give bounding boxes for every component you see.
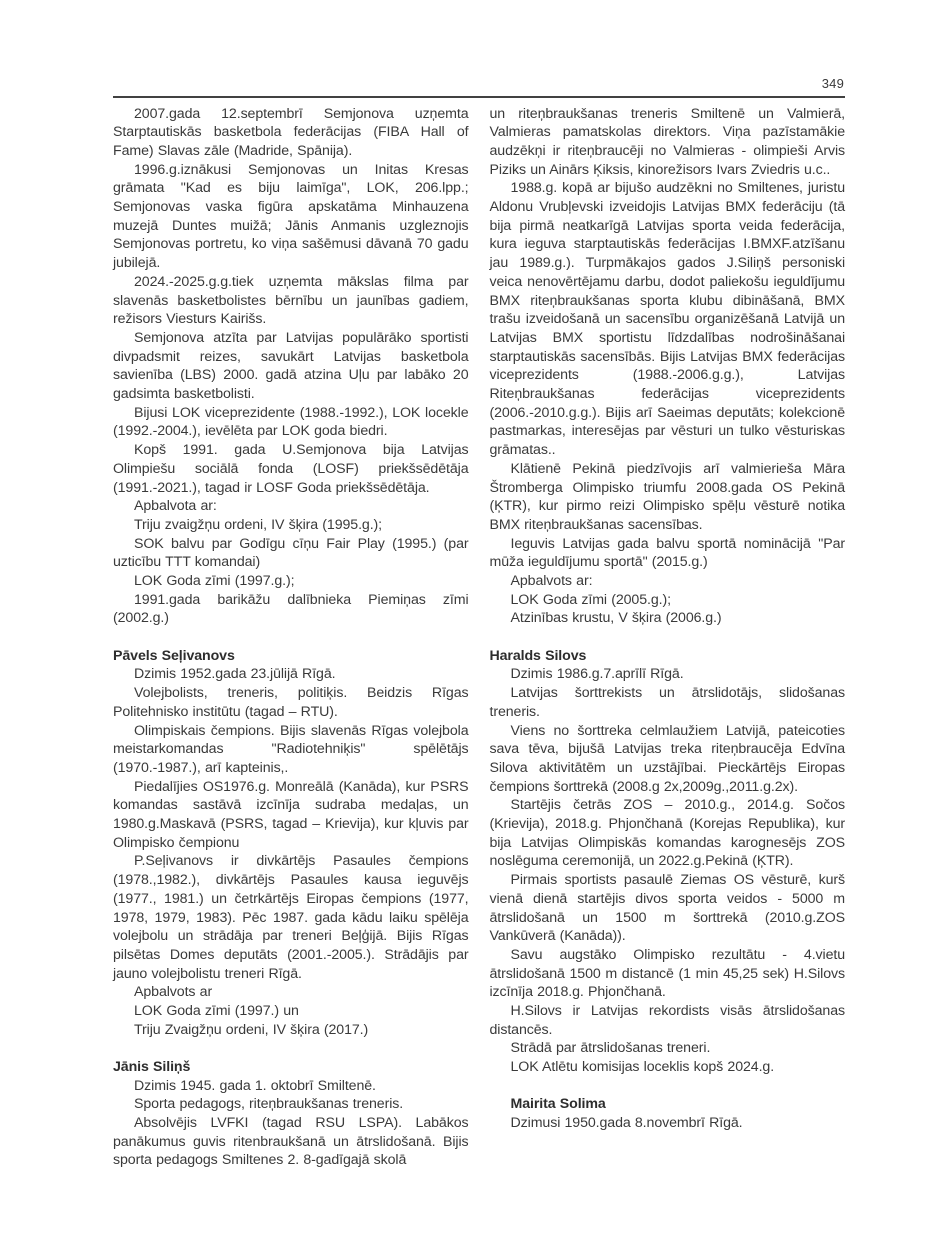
paragraph: LOK Goda zīmi (1997.g.); [134,573,295,590]
paragraph: Strādā par ātrslidošanas treneri. [510,1040,711,1057]
paragraph: Dzimis 1945. gada 1. oktobrī Smiltenē. [134,1077,376,1094]
left-column [113,105,469,1171]
paragraph: Dzimusi 1950.gada 8.novembrī Rīgā. [510,1115,743,1132]
paragraph: Latvijas šorttrekists un ātrslidotājs, slidošanas treneris. [489,685,845,720]
paragraph: Viens no šorttreka celmlaužiem Latvijā, pateicoties sava tēva, bijušā Latvijas treka riteņbraucēja Edvīna Silova aktivitātēm un uzstājībai. Pieckārtējs Eiropas čempions šorttrekā (2008.g 2x,2009g.,2011.g.2x). [489,722,845,795]
paragraph: 1991.gada barikāžu dalībnieka Piemiņas zīmi (2002.g.) [113,591,469,627]
paragraph: Apbalvots ar: [510,573,593,590]
paragraph: 1996.g.iznākusi Semjonovas un Initas Kresas grāmata "Kad es biju laimīga", LOK, 206.lpp.; Semjonovas vaska figūra apskatāma Minhauzena muzejā Duntes muižā; Jānis Anmanis uzgleznojis Semjonovas portretu, ko viņa sašēmusi dāvanā 70 gadu jubilejā. [113,161,469,272]
paragraph: H.Silovs ir Latvijas rekordists visās ātrslidošanas distancēs. [489,1003,845,1038]
paragraph: 2007.gada 12.septembrī Semjonova uzņemta Starptautiskās basketbola federācijas (FIBA Hall of Fame) Slavas zāle (Madride, Spānija). [113,105,469,159]
paragraph: Klātienē Pekinā piedzīvojis arī valmierieša Māra Štromberga Olimpisko triumfu 2008.gada OS Pekinā (ĶTR), kur pirmo reizi Olimpisko spēļu vēsturē notika BMX riteņbraukšanas sacensības. [489,460,845,533]
paragraph: un riteņbraukšanas treneris Smiltenē un Valmierā, Valmieras pamatskolas direktors. Viņa pazīstamākie audzēkņi ir riteņbraucēji no Valmieras - olimpieši Arvis Piziks un Ainārs Ķiksis, kinorežisors Ivars Zviedris u.c.. [489,105,845,178]
paragraph: 1988.g. kopā ar bijušo audzēkni no Smiltenes, juristu Aldonu Vrubļevski izveidojis Latvijas BMX federāciju (tā bija pirmā neatkarīgā Latvijas sporta veida federācija, kura ieguva starptautiskās federācijas I.BMXF.atzīšanu jau 1989.g.). Turpmākajos gados J.Siliņš personiski veica nenovērtējamu darbu, dodot paliekošu ieguldījumu BMX riteņbraukšanas sporta klubu dibināšanā, BMX trašu izveidošanā un sacensību organizēšanā Latvijā un Latvijas BMX sportistu līdzdalības nodrošināšanai starptautiskās sacensībās. Bijis Latvijas BMX federācijas viceprezidents (1988.-2006.g.g.), Latvijas Riteņbraukšanas federācijas viceprezidents (2006.-2010.g.g.). Bijis arī Saeimas deputāts; kolekcionē pastmarkas, interesējas par vēsturi un tulko vēsturiskas grāmatas.. [489,180,845,459]
paragraph: Apbalvots ar [134,984,213,1001]
entry-heading: Jānis Siliņš [113,1058,191,1075]
entry-heading: Mairita Solima [510,1096,606,1113]
paragraph: Startējis četrās ZOS – 2010.g., 2014.g. Sočos (Krievija), 2018.g. Phjončhanā (Korejas Republika), kur bija Latvijas Olimpiskās komandas karognesējs ZOS noslēguma ceremonijā, un 2022.g.Pekinā (ĶTR). [489,797,845,870]
paragraph: Apbalvota ar: [134,498,217,515]
paragraph: Triju zvaigžņu ordeni, IV šķira (1995.g.); [134,516,383,533]
right-column [490,105,846,1171]
paragraph: Volejbolists, treneris, politiķis. Beidzis Rīgas Politehnisko institūtu (tagad – RTU). [113,685,469,720]
paragraph: Kopš 1991. gada U.Semjonova bija Latvijas Olimpiešu sociālā fonda (LOSF) priekšsēdētāja (1991.-2021.), tagad ir LOSF Goda priekšsēdētāja. [113,442,469,496]
header-rule [113,96,845,98]
paragraph: Savu augstāko Olimpisko rezultātu - 4.vietu ātrslidošanā 1500 m distancē (1 min 45,25 sek) H.Silovs izcīnīja 2018.g. Phjončhanā. [489,946,845,1001]
paragraph: Atzinības krustu, V šķira (2006.g.) [510,610,722,627]
paragraph: Semjonova atzīta par Latvijas populārāko sportisti divpadsmit reizes, savukārt Latvijas basketbola savienība (LBS) 2000. gadā atzina Uļu par labāko 20 gadsimta basketbolisti. [113,329,469,403]
paragraph: Sporta pedagogs, riteņbraukšanas treneris. [134,1096,404,1113]
paragraph: Pirmais sportists pasaulē Ziemas OS vēsturē, kurš vienā dienā startējis divos sporta veidos - 5000 m ātrslidošanā un 1500 m šorttrekā (2010.g.ZOS Vankūverā (Kanāda)). [489,872,845,945]
paragraph: SOK balvu par Godīgu cīņu Fair Play (1995.) (par uzticību TTT komandai) [113,535,469,571]
paragraph: Dzimis 1986.g.7.aprīlī Rīgā. [510,666,684,683]
text-columns [113,105,845,1171]
paragraph: P.Seļivanovs ir divkārtējs Pasaules čempions (1978.,1982.), divkārtējs Pasaules kausa ieguvējs (1977., 1981.) un četrkārtējs Eiropas čempions (1977, 1978, 1979, 1983). Pēc 1987. gada kādu laiku spēlēja volejbolu un strādāja par treneri Beļģijā. Bijis Rīgas pilsētas Domes deputāts (2001.-2005.). Strādājis par jauno volejbolistu treneri Rīgā. [113,853,469,982]
paragraph: LOK Atlētu komisijas loceklis kopš 2024.g. [510,1059,775,1076]
paragraph: Olimpiskais čempions. Bijis slavenās Rīgas volejbola meistarkomandas "Radiotehniķis" spēlētājs (1970.-1987.), arī kapteinis,. [113,722,469,776]
entry-heading: Pāvels Seļivanovs [113,647,235,664]
page-number: 349 [821,76,844,91]
paragraph: Triju Zvaigžņu ordeni, IV šķira (2017.) [134,1021,369,1038]
paragraph: Bijusi LOK viceprezidente (1988.-1992.), LOK locekle (1992.-2004.), ievēlēta par LOK goda biedri. [113,404,469,440]
paragraph: Dzimis 1952.gada 23.jūlijā Rīgā. [134,666,336,683]
paragraph: LOK Goda zīmi (1997.) un [134,1003,299,1020]
entry-heading: Haralds Silovs [489,647,587,664]
page-content [113,76,845,1170]
paragraph: 2024.-2025.g.g.tiek uzņemta mākslas filma par slavenās basketbolistes bērnību un jaunības gadiem, režisors Viesturs Kairišs. [113,273,469,328]
paragraph: Absolvējis LVFKI (tagad RSU LSPA). Labākos panākumus guvis ritenbraukšanā un ātrslidošanā. Bijis sporta pedagogs Smiltenes 2. 8-gadīgajā skolā [113,1115,469,1169]
paragraph: Ieguvis Latvijas gada balvu sportā nominācijā "Par mūža ieguldījumu sportā" (2015.g.) [489,535,845,571]
paragraph: Piedalījies OS1976.g. Monreālā (Kanāda), kur PSRS komandas sastāvā izcīnīja sudraba medaļas, un 1980.g.Maskavā (PSRS, tagad – Krievija), kur kļuvis par Olimpisko čempionu [113,778,469,851]
paragraph: LOK Goda zīmi (2005.g.); [510,591,671,608]
